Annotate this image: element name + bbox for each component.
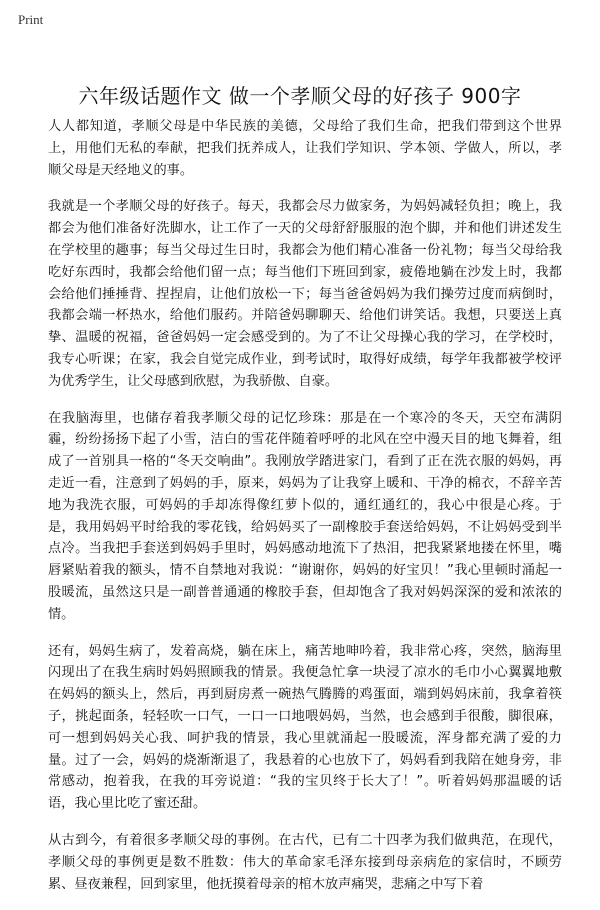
article-title: 六年级话题作文 做一个孝顺父母的好孩子 900字: [78, 84, 522, 108]
article-paragraph-5: 从古到今，有着很多孝顺父母的事例。在古代，已有二十四孝为我们做典范，在现代，孝顺父母的事例更是数不胜数：伟大的革命家毛泽东接到母亲病危的家信时，不顾劳累、昼夜兼程，回到家里，他抚摸着母亲的棺木放声痛哭，悲痛之中写下着: [48, 832, 562, 892]
article-body: [48, 116, 562, 910]
article-paragraph-4: 还有，妈妈生病了，发着高烧，躺在床上，痛苦地呻吟着，我非常心疼，突然，脑海里闪现出了在我生病时妈妈照顾我的情景。我便急忙拿一块浸了凉水的毛巾小心翼翼地敷在妈妈的额头上，然后，再到厨房煮一碗热气腾腾的鸡蛋面，端到妈妈床前，我拿着筷子，挑起面条，轻轻吹一口气，一口一口地喂妈妈，当然，也会感到手很酸，脚很麻，可一想到妈妈关心我、呵护我的情景，我心里就涌起一股暖流，浑身都充满了爱的力量。过了一会，妈妈的烧渐渐退了，我悬着的心也放下了，妈妈看到我陪在她身旁，非常感动，抱着我，在我的耳旁说道：“我的宝贝终于长大了！”。听着妈妈那温暖的话语，我心里比吃了蜜还甜。: [48, 643, 562, 812]
print-link[interactable]: Print: [18, 12, 44, 27]
article-paragraph-1: 人人都知道，孝顺父母是中华民族的美德，父母给了我们生命，把我们带到这个世界上，用他们无私的奉献，把我们抚养成人，让我们学知识、学本领、学做人，所以，孝顺父母是天经地义的事。: [48, 119, 562, 178]
article-paragraph-3: 在我脑海里，也储存着我孝顺父母的记忆珍珠：那是在一个寒冷的冬天，天空布满阴霾，纷纷扬扬下起了小雪，洁白的雪花伴随着呼呼的北风在空中漫天目的地飞舞着，组成了一首别具一格的“冬天交响曲”。我刚放学踏进家门，看到了正在洗衣服的妈妈，再走近一看，注意到了妈妈的手，原来，妈妈为了让我穿上暖和、干净的棉衣，不辞辛苦地为我洗衣服，可妈妈的手却冻得像红萝卜似的，通红通红的，我心中很是心疼。于是，我用妈妈平时给我的零花钱，给妈妈买了一副橡胶手套送给妈妈，不让妈妈受到半点冷。当我把手套送到妈妈手里时，妈妈感动地流下了热泪，把我紧紧地搂在怀里，嘴唇紧贴着我的额头，情不自禁地对我说：“谢谢你，妈妈的好宝贝！”我心里顿时涌起一股暖流，虽然这只是一副普普通通的橡胶手套，但却饱含了我对妈妈深深的爱和浓浓的情。: [48, 410, 562, 622]
article-paragraph-2: 我就是一个孝顺父母的好孩子。每天，我都会尽力做家务，为妈妈减轻负担；晚上，我都会为他们准备好洗脚水，让工作了一天的父母舒舒服服的泡个脚，并和他们讲述发生在学校里的趣事；每当父母过生日时，我都会为他们精心准备一份礼物；每当父母给我吃好东西时，我都会给他们留一点；每当他们下班回到家，疲倦地躺在沙发上时，我都会给他们捶捶背、捏捏肩，让他们放松一下；每当爸爸妈妈为我们操劳过度而病倒时，我都会端一杯热水，给他们服药。并陪爸妈聊聊天、给他们讲笑话。我想，只要送上真挚、温暖的祝福，爸爸妈妈一定会感受到的。为了不让父母操心我的学习，在学校时，我专心听课；在家，我会自觉完成作业，到考试时，取得好成绩，每学年我都被学校评为优秀学生，让父母感到欣慰，为我骄傲、自豪。: [48, 199, 562, 389]
